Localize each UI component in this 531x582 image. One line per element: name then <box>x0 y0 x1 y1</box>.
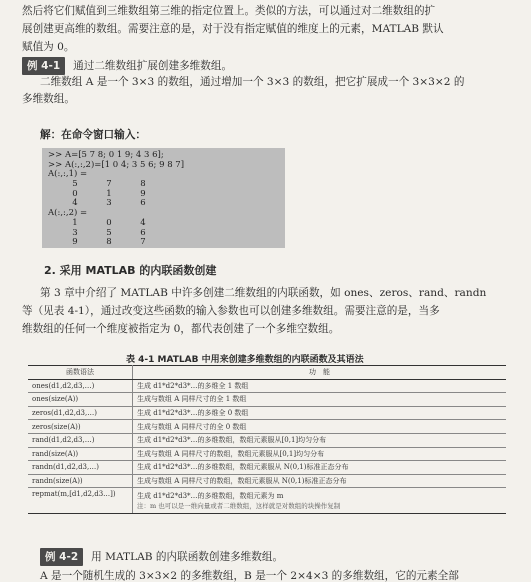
table-row: repmat(m,[d1,d2,d3…]) 生成 d1*d2*d3*…的多维数组，数组元素为 m 注：m 也可以是一维向量或者二维数组，这样就是对数组的块操作复制 <box>28 488 506 514</box>
description-line: 二维数组 A 是一个 3×3 的数组，通过增加一个 3×3 的数组，把它扩展成一个 3×3×2 的 <box>40 76 465 88</box>
matrix-row: 3 5 6 <box>72 227 146 238</box>
section-paragraph <box>22 284 506 338</box>
example-4-1-description <box>22 74 506 108</box>
command-line: >> A(:,:,2)=[1 0 4; 3 5 6; 9 8 7] <box>48 159 185 170</box>
example-4-2-header <box>40 548 283 566</box>
matrix-row: 4 3 6 <box>72 198 146 209</box>
table-row: ones(size(A)) 生成与数组 A 同样尺寸的全 1 数组 <box>28 393 506 407</box>
intro-line: 展创建更高维的数组。需要注意的是，对于没有指定赋值的维度上的元素，MATLAB 默认 <box>22 23 444 35</box>
table-row: ones(d1,d2,d3,…) 生成 d1*d2*d3*…的多维全 1 数组 <box>28 379 506 393</box>
intro-line: 然后将它们赋值到三维数组第三维的指定位置上。类似的方法，可以通过对二维数组的扩 <box>22 5 436 17</box>
table-row: randn(d1,d2,d3,…) 生成 d1*d2*d3*…的多维数组，数组元素服从 N(0,1)标准正态分布 <box>28 461 506 475</box>
example-badge: 例 4-2 <box>40 548 83 566</box>
matrix-row: 1 0 4 <box>72 217 146 228</box>
table-header-row <box>28 366 506 380</box>
description-line: 多维数组。 <box>22 93 75 105</box>
section-heading: 2. 采用 MATLAB 的内联函数创建 <box>44 264 217 277</box>
table-header: 函数语法 <box>28 366 133 380</box>
example-4-2-description: A 是一个随机生成的 3×3×2 的多维数组，B 是一个 2×4×3 的多维数组，它的元素全部 <box>40 570 459 582</box>
command-line: >> A=[5 7 8; 0 1 9; 4 3 6]; <box>48 150 164 160</box>
intro-line: 赋值为 0。 <box>22 41 75 53</box>
table-caption: 表 4-1 MATLAB 中用来创建多维数组的内联函数及其语法 <box>126 355 364 365</box>
table-row: zeros(d1,d2,d3,…) 生成 d1*d2*d3*…的多维全 0 数组 <box>28 406 506 420</box>
table-row: rand(d1,d2,d3,…) 生成 d1*d2*d3*…的多维数组，数组元素服从[0,1]均匀分布 <box>28 433 506 447</box>
paragraph-line: 第 3 章中介绍了 MATLAB 中许多创建二维数组的内联函数，如 ones、zeros、rand、randn <box>40 287 487 299</box>
example-badge: 例 4-1 <box>22 57 65 75</box>
paragraph-line: 等（见表 4-1），通过改变这些函数的输入参数也可以创建多维数组。需要注意的是，当多 <box>22 305 440 317</box>
table-header: 功 能 <box>133 366 507 380</box>
matrix-row: 5 7 8 <box>72 179 146 190</box>
example-title: 用 MATLAB 的内联函数创建多维数组。 <box>91 551 284 563</box>
paragraph-line: 维数组的任何一个维度被指定为 0，都代表创建了一个多维空数组。 <box>22 323 340 335</box>
example-4-1-header <box>22 57 232 75</box>
matrix-row: 9 8 7 <box>72 237 146 248</box>
example-title: 通过二维数组扩展创建多维数组。 <box>73 60 233 72</box>
table-row: zeros(size(A)) 生成与数组 A 同样尺寸的全 0 数组 <box>28 420 506 434</box>
table-note: 注：m 也可以是一维向量或者二维数组，这样就是对数组的块操作复制 <box>137 501 341 510</box>
solution-label: 解：在命令窗口输入： <box>40 129 146 141</box>
array-page-label: A(:,:,1) = <box>48 169 88 180</box>
table-row: rand(size(A)) 生成与数组 A 同样尺寸的数组，数组元素服从[0,1]均匀分布 <box>28 447 506 461</box>
command-window-output <box>42 148 285 248</box>
intro-paragraph <box>22 2 506 56</box>
table-row: randn(size(A)) 生成与数组 A 同样尺寸的数组，数组元素服从 N(0,1)标准正态分布 <box>28 474 506 488</box>
array-page-label: A(:,:,2) = <box>48 208 88 219</box>
function-table <box>28 365 506 514</box>
matrix-row: 0 1 9 <box>72 188 146 199</box>
